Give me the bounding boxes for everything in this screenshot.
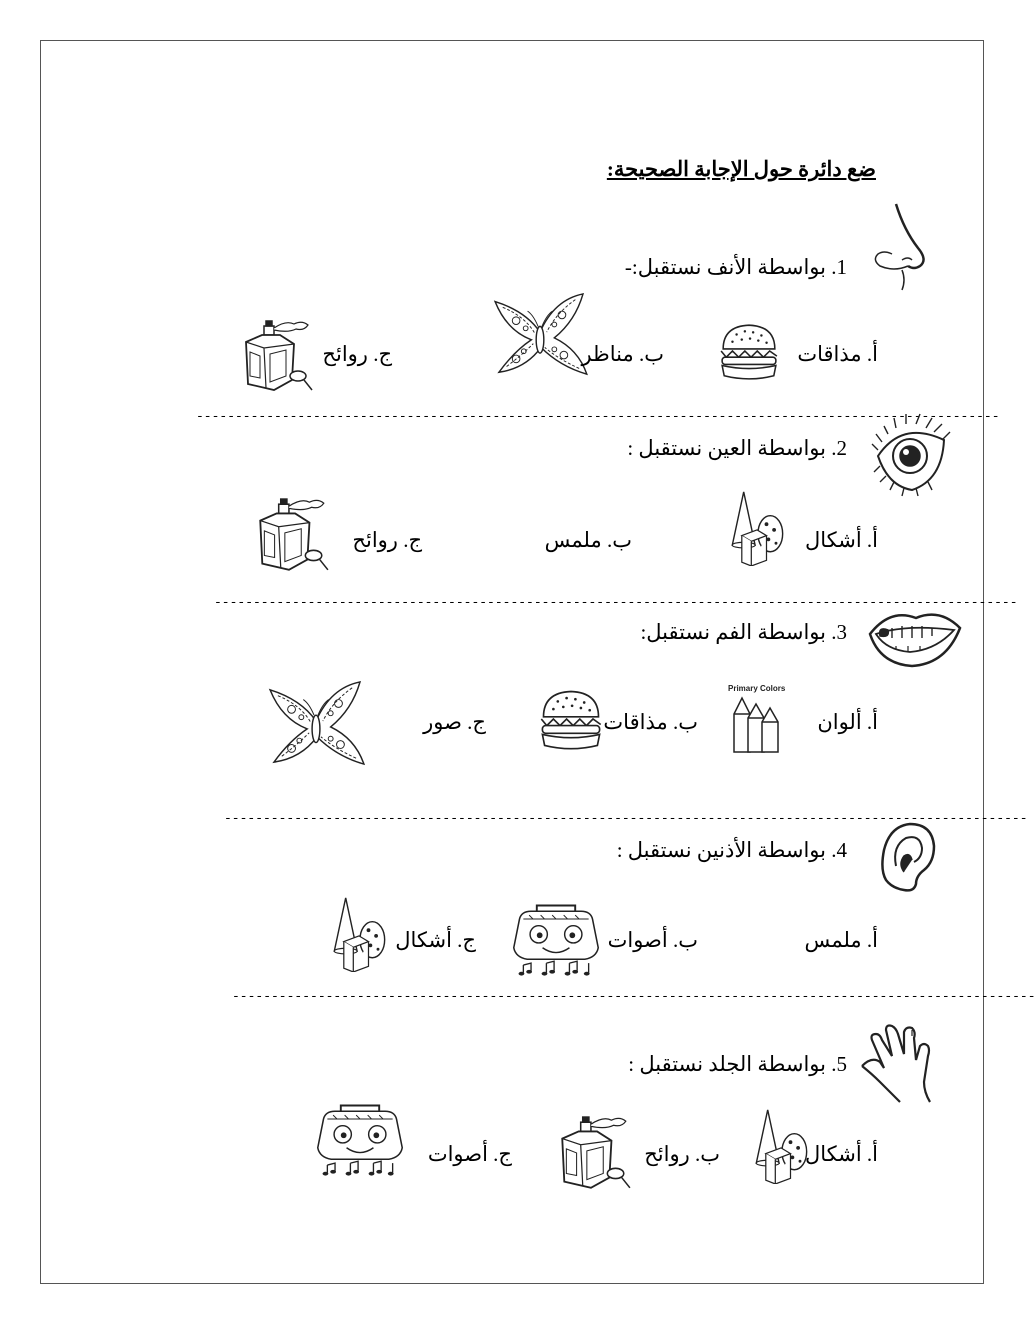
primary-colors-caption: Primary Colors [728,684,786,693]
perfume-icon [552,1114,634,1196]
option-3b[interactable]: ب. مذاقات [603,710,698,734]
option-3a[interactable]: أ. ألوان [817,710,878,734]
ear-icon [876,820,938,894]
worksheet-title: ضع دائرة حول الإجابة الصحيحة: [606,157,876,181]
option-5c[interactable]: ج. أصوات [427,1142,512,1166]
perfume-icon [250,496,332,578]
option-3c[interactable]: ج. صور [423,710,486,734]
radio-icon [508,902,604,982]
question-1: 1. بواسطة الأنف نستقبل:- [624,255,847,279]
option-5a[interactable]: أ. أشكال [804,1142,878,1166]
question-2: 2. بواسطة العين نستقبل : [627,436,847,460]
nose-icon [868,200,938,294]
butterfly-icon [484,292,596,378]
hand-icon [858,1022,940,1106]
separator-2: ------------------------------------------------------------------------------------------------------- [214,595,1018,610]
question-3: 3. بواسطة الفم نستقبل: [640,620,847,644]
crayons-icon [726,682,790,756]
option-2b[interactable]: ب. ملمس [544,528,632,552]
separator-1: ------------------------------------------------------------------------------------------------------- [196,409,1000,424]
option-4c[interactable]: ج. أشكال [395,928,476,952]
option-1c[interactable]: ج. روائح [322,342,392,366]
question-5: 5. بواسطة الجلد نستقبل : [628,1052,847,1076]
eye-icon [872,410,952,496]
radio-icon [312,1102,408,1182]
shapes-icon [752,1108,810,1184]
perfume-icon [236,318,316,398]
burger-icon [718,320,780,382]
page-border [40,40,1036,1284]
option-4a[interactable]: أ. ملمس [804,928,878,952]
option-5b[interactable]: ب. روائح [644,1142,720,1166]
mouth-icon [866,606,964,670]
question-4: 4. بواسطة الأذنين نستقبل : [616,838,847,862]
shapes-icon [330,896,388,972]
option-2c[interactable]: ج. روائح [352,528,422,552]
separator-4: ------------------------------------------------------------------------------------------------------- [232,989,1036,1004]
separator-3: ------------------------------------------------------------------------------------------------------- [224,811,1028,826]
option-2a[interactable]: أ. أشكال [804,528,878,552]
option-1a[interactable]: أ. مذاقات [797,342,878,366]
burger-icon [538,686,604,752]
option-4b[interactable]: ب. أصوات [607,928,698,952]
option-1b[interactable]: ب. مناظر [581,342,664,366]
shapes-icon [728,490,786,566]
butterfly-icon [260,680,372,768]
